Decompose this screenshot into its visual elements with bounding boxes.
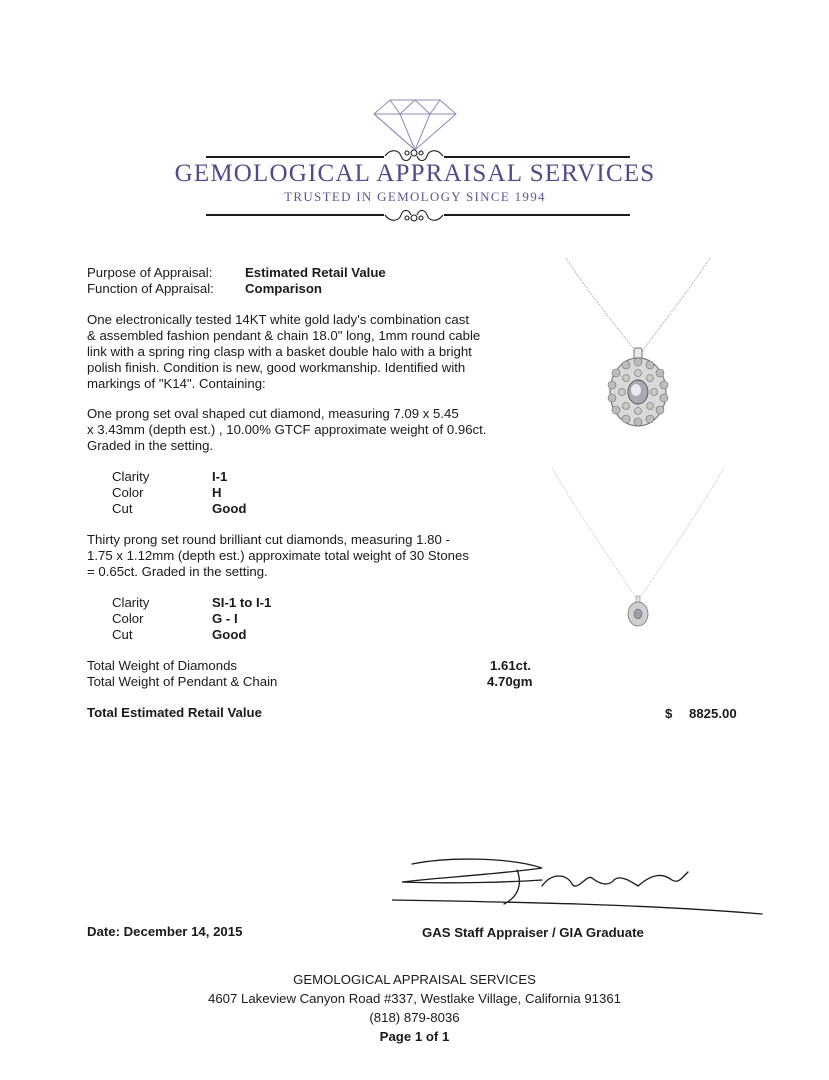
description-line: & assembled fashion pendant & chain 18.0" long, 1mm round cable xyxy=(87,328,481,343)
description-line: Graded in the setting. xyxy=(87,438,214,453)
total-pendant-label: Total Weight of Pendant & Chain xyxy=(87,674,278,689)
grade-value-color: G - I xyxy=(212,611,238,626)
grade-label-color: Color xyxy=(112,611,144,626)
company-tagline: TRUSTED IN GEMOLOGY SINCE 1994 xyxy=(284,189,546,204)
total-diamonds-label: Total Weight of Diamonds xyxy=(87,658,238,673)
ornament-bottom-icon xyxy=(383,205,445,225)
side-stones-description xyxy=(87,532,507,580)
header-rule-bottom-right xyxy=(444,214,630,216)
grade-label-clarity: Clarity xyxy=(112,595,150,610)
footer-address: 4607 Lakeview Canyon Road #337, Westlake Village, California 91361 xyxy=(208,991,621,1006)
header-rule-bottom-left xyxy=(206,214,384,216)
grade-value-clarity: I-1 xyxy=(212,469,228,484)
grade-value-cut: Good xyxy=(212,627,247,642)
pendant-full-image xyxy=(548,462,728,642)
description-line: markings of "K14". Containing: xyxy=(87,376,266,391)
grade-label-color: Color xyxy=(112,485,144,500)
grade-value-color: H xyxy=(212,485,222,500)
description-line: link with a spring ring clasp with a basket double halo with a bright xyxy=(87,344,472,359)
function-value: Comparison xyxy=(245,281,322,296)
grade-value-cut: Good xyxy=(212,501,247,516)
diamond-logo-icon xyxy=(370,92,460,152)
description-line: polish finish. Condition is new, good workmanship. Identified with xyxy=(87,360,466,375)
total-retail-label: Total Estimated Retail Value xyxy=(87,705,262,720)
footer xyxy=(0,970,829,1046)
description-line: One electronically tested 14KT white gold lady's combination cast xyxy=(87,312,469,327)
description-line: One prong set oval shaped cut diamond, measuring 7.09 x 5.45 xyxy=(87,406,459,421)
function-label: Function of Appraisal: xyxy=(87,281,214,296)
description-line: = 0.65ct. Graded in the setting. xyxy=(87,564,268,579)
description-line: Thirty prong set round brilliant cut diamonds, measuring 1.80 - xyxy=(87,532,450,547)
total-pendant-value: 4.70gm xyxy=(487,674,533,689)
pendant-closeup-image xyxy=(548,252,728,462)
header-rule-top-left xyxy=(206,156,384,158)
total-retail-value: 8825.00 xyxy=(689,706,737,721)
page-number: Page 1 of 1 xyxy=(379,1029,450,1044)
purpose-value: Estimated Retail Value xyxy=(245,265,386,280)
grade-label-cut: Cut xyxy=(112,501,133,516)
company-name-heading: GEMOLOGICAL APPRAISAL SERVICES xyxy=(174,160,656,187)
grade-label-clarity: Clarity xyxy=(112,469,150,484)
total-diamonds-value: 1.61ct. xyxy=(490,658,532,673)
footer-company: GEMOLOGICAL APPRAISAL SERVICES xyxy=(293,972,536,987)
footer-phone: (818) 879-8036 xyxy=(369,1010,460,1025)
description-line: x 3.43mm (depth est.) , 10.00% GTCF approximate weight of 0.96ct. xyxy=(87,422,487,437)
appraisal-date: Date: December 14, 2015 xyxy=(87,924,243,939)
header-rule-top-right xyxy=(444,156,630,158)
item-description xyxy=(87,312,507,392)
purpose-label: Purpose of Appraisal: xyxy=(87,265,213,280)
center-stone-description xyxy=(87,406,507,454)
grade-label-cut: Cut xyxy=(112,627,133,642)
appraiser-title: GAS Staff Appraiser / GIA Graduate xyxy=(422,925,644,940)
grade-value-clarity: SI-1 to I-1 xyxy=(212,595,272,610)
currency-symbol: $ xyxy=(665,706,673,721)
description-line: 1.75 x 1.12mm (depth est.) approximate total weight of 30 Stones xyxy=(87,548,469,563)
appraiser-signature xyxy=(392,852,772,922)
